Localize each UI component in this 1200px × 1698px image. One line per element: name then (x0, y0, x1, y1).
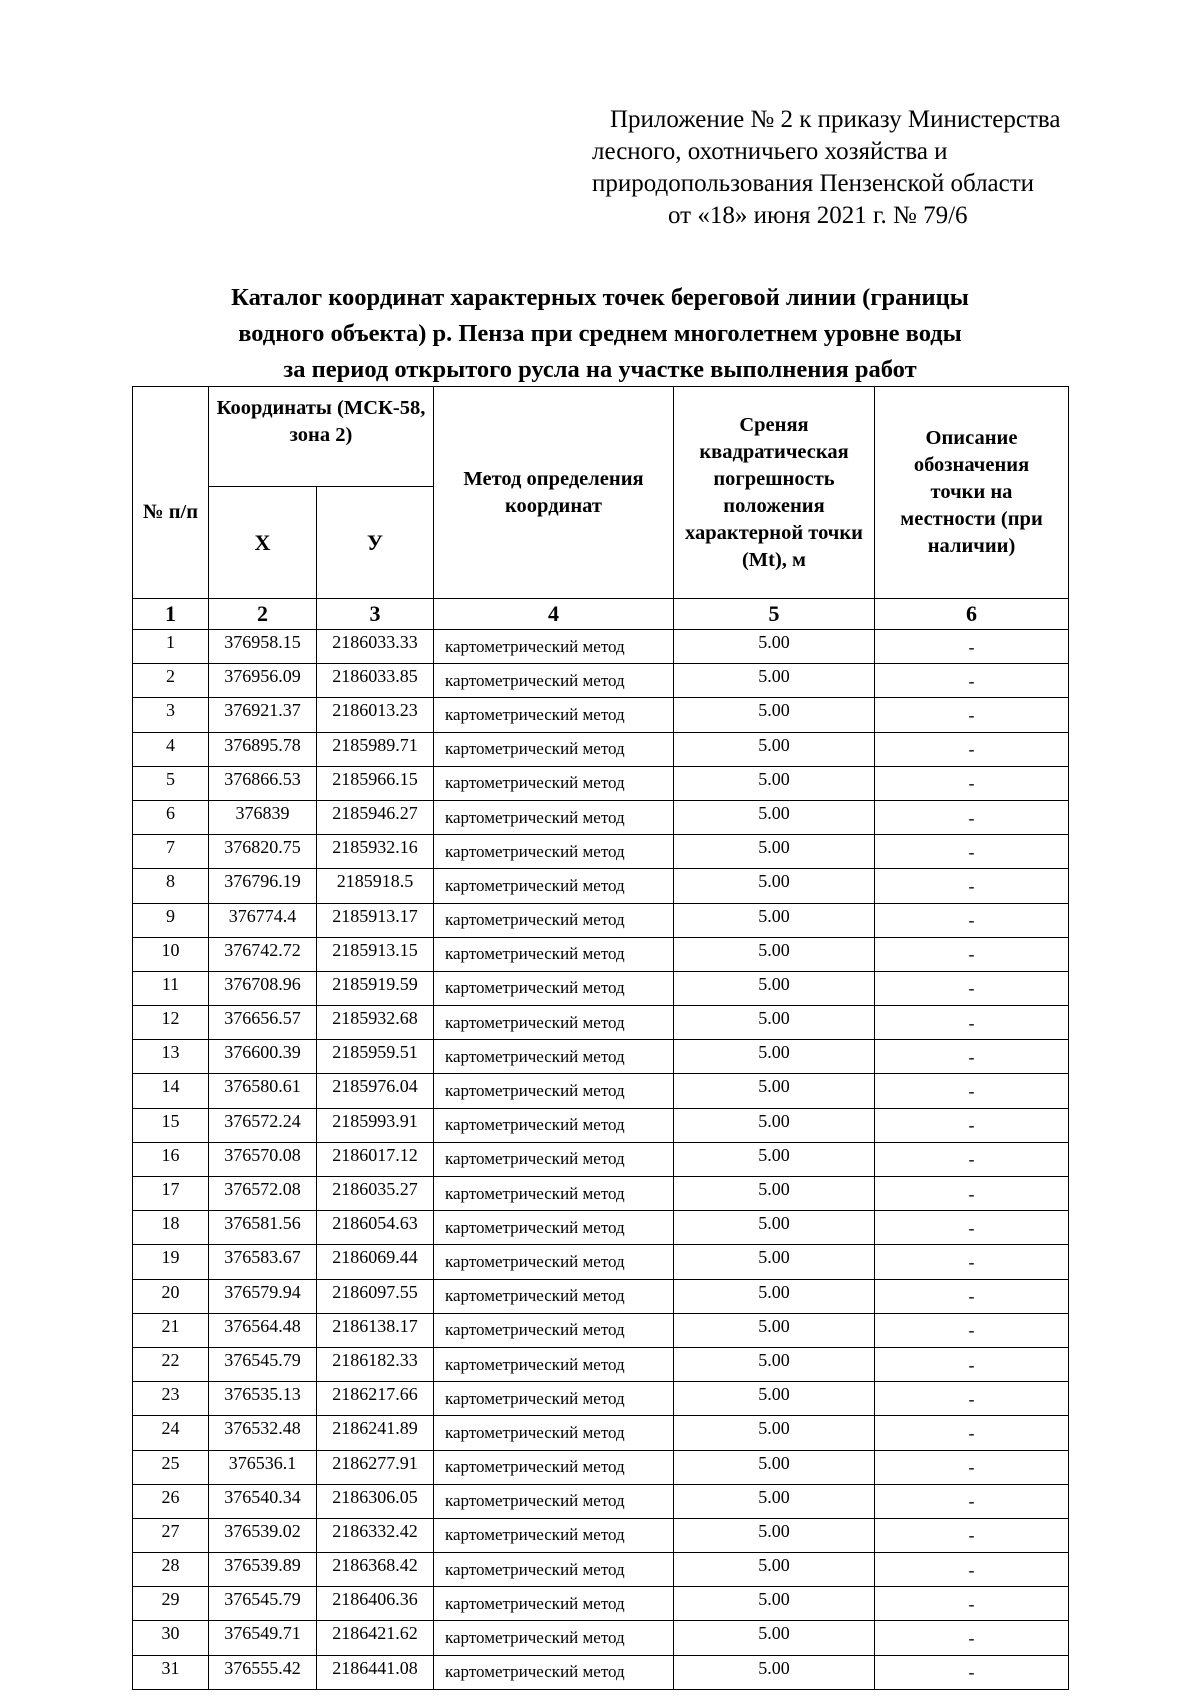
cell-description: - (875, 1142, 1069, 1176)
cell-y: 2185913.17 (317, 903, 434, 937)
table-row (133, 1655, 1069, 1689)
column-number: 5 (674, 599, 875, 630)
cell-description: - (875, 1108, 1069, 1142)
cell-description: - (875, 630, 1069, 664)
table-row (133, 1279, 1069, 1313)
cell-error: 5.00 (674, 1553, 875, 1587)
cell-error: 5.00 (674, 869, 875, 903)
cell-method: картометрический метод (434, 1211, 674, 1245)
table-row (133, 1416, 1069, 1450)
header-coords: Координаты (МСК-58, зона 2) (209, 387, 434, 487)
cell-description: - (875, 869, 1069, 903)
header-method: Метод определения координат (434, 387, 674, 599)
cell-description: - (875, 732, 1069, 766)
cell-method: картометрический метод (434, 766, 674, 800)
appendix-line-1: Приложение № 2 к приказу Министерства (610, 106, 1061, 133)
cell-x: 376545.79 (209, 1587, 317, 1621)
cell-y: 2186368.42 (317, 1553, 434, 1587)
appendix-line-3: природопользования Пензенской области (592, 170, 1035, 197)
cell-error: 5.00 (674, 1279, 875, 1313)
cell-num: 24 (133, 1416, 209, 1450)
cell-num: 15 (133, 1108, 209, 1142)
cell-method: картометрический метод (434, 1142, 674, 1176)
table-row (133, 903, 1069, 937)
cell-num: 28 (133, 1553, 209, 1587)
cell-method: картометрический метод (434, 1553, 674, 1587)
cell-num: 13 (133, 1040, 209, 1074)
cell-x: 376600.39 (209, 1040, 317, 1074)
cell-x: 376956.09 (209, 664, 317, 698)
cell-y: 2186138.17 (317, 1313, 434, 1347)
cell-error: 5.00 (674, 1040, 875, 1074)
cell-x: 376742.72 (209, 937, 317, 971)
cell-x: 376570.08 (209, 1142, 317, 1176)
cell-y: 2186033.33 (317, 630, 434, 664)
cell-description: - (875, 1484, 1069, 1518)
cell-y: 2186241.89 (317, 1416, 434, 1450)
cell-num: 16 (133, 1142, 209, 1176)
cell-description: - (875, 698, 1069, 732)
cell-error: 5.00 (674, 800, 875, 834)
cell-num: 29 (133, 1587, 209, 1621)
cell-method: картометрический метод (434, 1621, 674, 1655)
cell-description: - (875, 1177, 1069, 1211)
cell-method: картометрический метод (434, 1074, 674, 1108)
cell-num: 11 (133, 971, 209, 1005)
table-row (133, 1347, 1069, 1381)
cell-method: картометрический метод (434, 1518, 674, 1552)
cell-x: 376572.24 (209, 1108, 317, 1142)
table-row (133, 732, 1069, 766)
cell-method: картометрический метод (434, 1587, 674, 1621)
cell-error: 5.00 (674, 1177, 875, 1211)
cell-description: - (875, 1006, 1069, 1040)
table-row (133, 1484, 1069, 1518)
cell-error: 5.00 (674, 1142, 875, 1176)
table-row (133, 1040, 1069, 1074)
table-row (133, 1518, 1069, 1552)
cell-x: 376820.75 (209, 835, 317, 869)
cell-description: - (875, 1347, 1069, 1381)
cell-y: 2186017.12 (317, 1142, 434, 1176)
cell-x: 376656.57 (209, 1006, 317, 1040)
cell-y: 2185959.51 (317, 1040, 434, 1074)
cell-error: 5.00 (674, 835, 875, 869)
cell-x: 376895.78 (209, 732, 317, 766)
table-row (133, 630, 1069, 664)
cell-method: картометрический метод (434, 903, 674, 937)
table-row (133, 971, 1069, 1005)
column-number: 4 (434, 599, 674, 630)
cell-x: 376580.61 (209, 1074, 317, 1108)
table-row (133, 766, 1069, 800)
coordinates-table (132, 386, 1069, 1690)
table-row (133, 1450, 1069, 1484)
cell-method: картометрический метод (434, 835, 674, 869)
cell-x: 376579.94 (209, 1279, 317, 1313)
cell-y: 2186097.55 (317, 1279, 434, 1313)
table-row (133, 1553, 1069, 1587)
cell-error: 5.00 (674, 1655, 875, 1689)
cell-y: 2185976.04 (317, 1074, 434, 1108)
cell-method: картометрический метод (434, 869, 674, 903)
table-row (133, 835, 1069, 869)
cell-x: 376774.4 (209, 903, 317, 937)
table-row (133, 1621, 1069, 1655)
header-error: Среняя квадратическая погрешность положения характерной точки (Mt), м (674, 387, 875, 599)
cell-description: - (875, 664, 1069, 698)
table-row (133, 1245, 1069, 1279)
cell-method: картометрический метод (434, 937, 674, 971)
cell-method: картометрический метод (434, 1347, 674, 1381)
cell-num: 17 (133, 1177, 209, 1211)
cell-y: 2186035.27 (317, 1177, 434, 1211)
cell-description: - (875, 1245, 1069, 1279)
cell-error: 5.00 (674, 1211, 875, 1245)
cell-x: 376536.1 (209, 1450, 317, 1484)
cell-description: - (875, 1416, 1069, 1450)
cell-x: 376564.48 (209, 1313, 317, 1347)
cell-x: 376549.71 (209, 1621, 317, 1655)
cell-description: - (875, 1518, 1069, 1552)
cell-num: 5 (133, 766, 209, 800)
cell-error: 5.00 (674, 937, 875, 971)
cell-x: 376581.56 (209, 1211, 317, 1245)
cell-x: 376708.96 (209, 971, 317, 1005)
cell-x: 376839 (209, 800, 317, 834)
cell-error: 5.00 (674, 1450, 875, 1484)
cell-method: картометрический метод (434, 664, 674, 698)
cell-num: 22 (133, 1347, 209, 1381)
cell-y: 2186182.33 (317, 1347, 434, 1381)
cell-error: 5.00 (674, 766, 875, 800)
cell-x: 376540.34 (209, 1484, 317, 1518)
cell-y: 2185966.15 (317, 766, 434, 800)
cell-description: - (875, 1040, 1069, 1074)
cell-error: 5.00 (674, 732, 875, 766)
document-title (130, 280, 1070, 388)
cell-y: 2186277.91 (317, 1450, 434, 1484)
column-numbers-row (133, 599, 1069, 630)
cell-error: 5.00 (674, 1416, 875, 1450)
cell-num: 26 (133, 1484, 209, 1518)
cell-method: картометрический метод (434, 1450, 674, 1484)
cell-y: 2186332.42 (317, 1518, 434, 1552)
cell-num: 3 (133, 698, 209, 732)
cell-error: 5.00 (674, 1518, 875, 1552)
cell-method: картометрический метод (434, 971, 674, 1005)
cell-num: 18 (133, 1211, 209, 1245)
cell-method: картометрический метод (434, 1108, 674, 1142)
title-line-1: Каталог координат характерных точек береговой линии (границы (231, 284, 969, 311)
cell-y: 2186013.23 (317, 698, 434, 732)
cell-x: 376921.37 (209, 698, 317, 732)
cell-num: 4 (133, 732, 209, 766)
cell-method: картометрический метод (434, 1040, 674, 1074)
cell-y: 2185989.71 (317, 732, 434, 766)
table-row (133, 1177, 1069, 1211)
cell-num: 27 (133, 1518, 209, 1552)
cell-num: 23 (133, 1382, 209, 1416)
title-line-2: водного объекта) р. Пенза при среднем многолетнем уровне воды (238, 320, 962, 347)
table-body (133, 630, 1069, 1690)
cell-num: 21 (133, 1313, 209, 1347)
header-description: Описание обозначения точки на местности (при наличии) (875, 387, 1069, 599)
cell-num: 9 (133, 903, 209, 937)
cell-y: 2186069.44 (317, 1245, 434, 1279)
cell-x: 376583.67 (209, 1245, 317, 1279)
header-num: № п/п (133, 387, 209, 599)
cell-num: 2 (133, 664, 209, 698)
cell-x: 376958.15 (209, 630, 317, 664)
table-row (133, 937, 1069, 971)
table-row (133, 1006, 1069, 1040)
cell-method: картометрический метод (434, 1313, 674, 1347)
cell-error: 5.00 (674, 903, 875, 937)
cell-x: 376572.08 (209, 1177, 317, 1211)
appendix-header (580, 104, 1120, 232)
cell-num: 14 (133, 1074, 209, 1108)
cell-y: 2186217.66 (317, 1382, 434, 1416)
cell-description: - (875, 800, 1069, 834)
cell-y: 2186033.85 (317, 664, 434, 698)
cell-num: 7 (133, 835, 209, 869)
cell-description: - (875, 971, 1069, 1005)
cell-description: - (875, 937, 1069, 971)
table-row (133, 800, 1069, 834)
cell-method: картометрический метод (434, 1416, 674, 1450)
table-row (133, 869, 1069, 903)
appendix-line-4: от «18» июня 2021 г. № 79/6 (668, 202, 968, 229)
column-number: 3 (317, 599, 434, 630)
cell-x: 376545.79 (209, 1347, 317, 1381)
table-row (133, 1382, 1069, 1416)
table-row (133, 1313, 1069, 1347)
cell-x: 376539.02 (209, 1518, 317, 1552)
cell-x: 376539.89 (209, 1553, 317, 1587)
cell-x: 376866.53 (209, 766, 317, 800)
cell-x: 376535.13 (209, 1382, 317, 1416)
cell-error: 5.00 (674, 698, 875, 732)
cell-error: 5.00 (674, 1621, 875, 1655)
cell-error: 5.00 (674, 971, 875, 1005)
cell-description: - (875, 1313, 1069, 1347)
table-row (133, 698, 1069, 732)
cell-method: картометрический метод (434, 1245, 674, 1279)
appendix-line-2: лесного, охотничьего хозяйства и (592, 138, 948, 165)
cell-y: 2186441.08 (317, 1655, 434, 1689)
cell-num: 25 (133, 1450, 209, 1484)
cell-num: 30 (133, 1621, 209, 1655)
table-row (133, 1142, 1069, 1176)
cell-description: - (875, 1655, 1069, 1689)
table-row (133, 664, 1069, 698)
cell-method: картометрический метод (434, 1006, 674, 1040)
table-row (133, 1211, 1069, 1245)
cell-error: 5.00 (674, 630, 875, 664)
cell-method: картометрический метод (434, 1279, 674, 1313)
cell-y: 2185932.68 (317, 1006, 434, 1040)
header-x: Х (209, 487, 317, 599)
cell-x: 376532.48 (209, 1416, 317, 1450)
cell-error: 5.00 (674, 1587, 875, 1621)
cell-description: - (875, 1450, 1069, 1484)
cell-error: 5.00 (674, 1484, 875, 1518)
cell-method: картометрический метод (434, 800, 674, 834)
cell-description: - (875, 835, 1069, 869)
cell-y: 2185932.16 (317, 835, 434, 869)
cell-num: 19 (133, 1245, 209, 1279)
cell-method: картометрический метод (434, 1655, 674, 1689)
table-row (133, 1108, 1069, 1142)
cell-description: - (875, 1211, 1069, 1245)
cell-num: 20 (133, 1279, 209, 1313)
cell-error: 5.00 (674, 1108, 875, 1142)
cell-description: - (875, 1074, 1069, 1108)
cell-error: 5.00 (674, 664, 875, 698)
cell-description: - (875, 1382, 1069, 1416)
cell-method: картометрический метод (434, 630, 674, 664)
cell-y: 2186306.05 (317, 1484, 434, 1518)
cell-num: 31 (133, 1655, 209, 1689)
cell-num: 1 (133, 630, 209, 664)
cell-method: картометрический метод (434, 698, 674, 732)
cell-error: 5.00 (674, 1006, 875, 1040)
cell-description: - (875, 766, 1069, 800)
cell-y: 2185919.59 (317, 971, 434, 1005)
column-number: 6 (875, 599, 1069, 630)
cell-y: 2186054.63 (317, 1211, 434, 1245)
header-y: У (317, 487, 434, 599)
cell-description: - (875, 903, 1069, 937)
cell-num: 10 (133, 937, 209, 971)
cell-method: картометрический метод (434, 1177, 674, 1211)
cell-description: - (875, 1587, 1069, 1621)
cell-num: 12 (133, 1006, 209, 1040)
cell-description: - (875, 1553, 1069, 1587)
cell-y: 2185918.5 (317, 869, 434, 903)
cell-y: 2185913.15 (317, 937, 434, 971)
cell-error: 5.00 (674, 1245, 875, 1279)
cell-error: 5.00 (674, 1074, 875, 1108)
cell-description: - (875, 1621, 1069, 1655)
cell-error: 5.00 (674, 1347, 875, 1381)
column-number: 1 (133, 599, 209, 630)
table-header (133, 387, 1069, 630)
title-line-3: за период открытого русла на участке выполнения работ (283, 356, 917, 383)
cell-error: 5.00 (674, 1382, 875, 1416)
cell-x: 376796.19 (209, 869, 317, 903)
table-row (133, 1587, 1069, 1621)
table-row (133, 1074, 1069, 1108)
cell-description: - (875, 1279, 1069, 1313)
cell-num: 6 (133, 800, 209, 834)
cell-method: картометрический метод (434, 732, 674, 766)
cell-num: 8 (133, 869, 209, 903)
cell-y: 2185993.91 (317, 1108, 434, 1142)
cell-y: 2186406.36 (317, 1587, 434, 1621)
cell-x: 376555.42 (209, 1655, 317, 1689)
column-number: 2 (209, 599, 317, 630)
cell-y: 2186421.62 (317, 1621, 434, 1655)
cell-y: 2185946.27 (317, 800, 434, 834)
cell-method: картометрический метод (434, 1382, 674, 1416)
cell-error: 5.00 (674, 1313, 875, 1347)
cell-method: картометрический метод (434, 1484, 674, 1518)
